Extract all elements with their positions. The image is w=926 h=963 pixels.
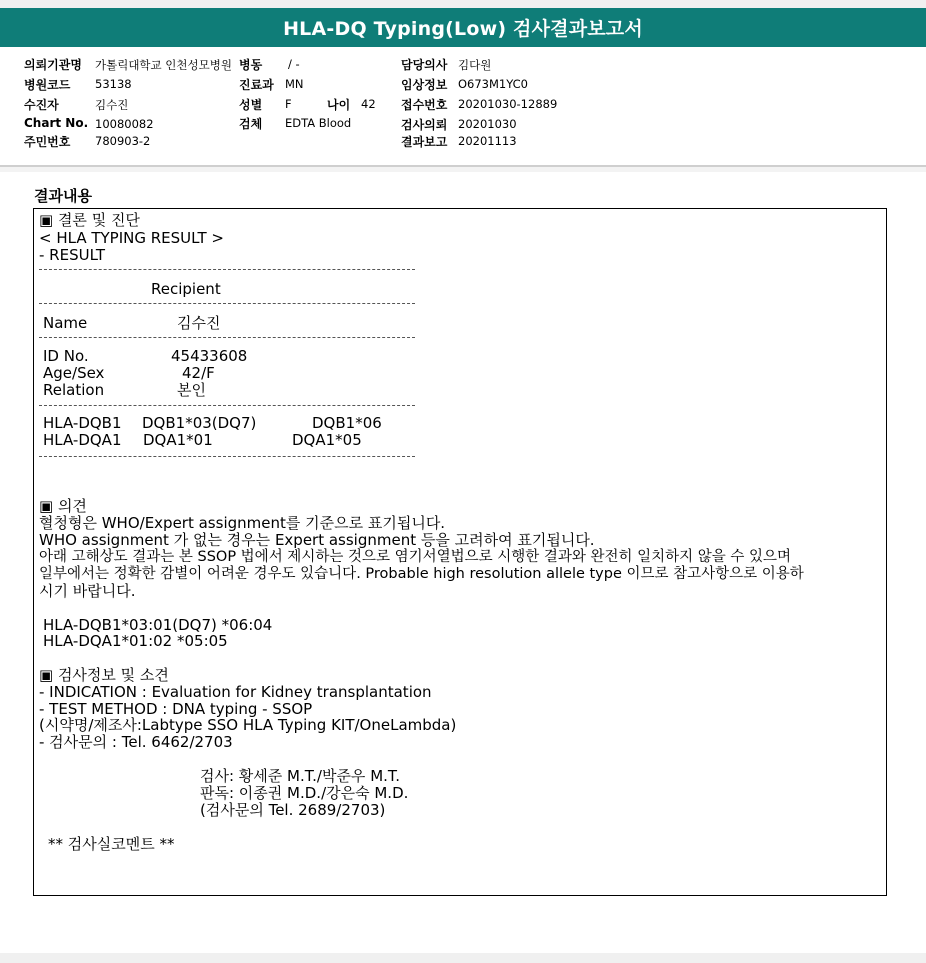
divider — [39, 456, 415, 457]
dqa1-allele-2: DQA1*05 — [292, 431, 362, 449]
dqa1-label: HLA-DQA1 — [43, 431, 122, 449]
specimen-value: EDTA Blood — [285, 116, 352, 130]
patient-name-value: 김수진 — [95, 98, 129, 112]
ward-label: 병동 — [239, 58, 263, 72]
lab-comment-heading: ** 검사실코멘트 ** — [48, 835, 175, 853]
specimen-label: 검체 — [239, 117, 263, 131]
opinion-line-5: 시기 바랍니다. — [39, 582, 136, 600]
divider — [39, 269, 415, 270]
relation-label: Relation — [43, 381, 105, 399]
relation-value: 본인 — [177, 381, 206, 399]
divider — [39, 303, 415, 304]
clinical-info-value: O673M1YC0 — [458, 77, 528, 91]
section-title: 결과내용 — [34, 187, 92, 205]
id-label: ID No. — [43, 347, 89, 365]
top-strip — [0, 0, 926, 8]
name-value: 김수진 — [177, 314, 221, 332]
attending-physician-label: 담당의사 — [401, 58, 448, 72]
clinical-info-label: 임상정보 — [401, 78, 448, 92]
chart-no-value: 10080082 — [95, 117, 154, 131]
hospital-code-label: 병원코드 — [24, 78, 71, 92]
id-value: 45433608 — [171, 347, 248, 365]
resident-no-label: 주민번호 — [24, 135, 71, 149]
inquiry-tel: (검사문의 Tel. 2689/2703) — [200, 801, 386, 819]
opinion-line-4: 일부에서는 정확한 감별이 어려운 경우도 있습니다. Probable high resolution allele type 이므로 참고사항으로 이용하 — [39, 566, 804, 582]
result-box — [33, 208, 887, 896]
dqb1-label: HLA-DQB1 — [43, 414, 122, 432]
requesting-institution-value: 가톨릭대학교 인천성모병원 — [95, 58, 232, 72]
chart-no-label: Chart No. — [24, 116, 89, 130]
sex-label: 성별 — [239, 98, 263, 112]
age-value: 42 — [361, 97, 376, 111]
gap-strip — [0, 167, 926, 172]
department-label: 진료과 — [239, 78, 274, 92]
ward-value: / - — [288, 57, 300, 71]
department-value: MN — [285, 77, 304, 91]
read-by: 판독: 이종권 M.D./강은숙 M.D. — [200, 784, 409, 802]
tested-by: 검사: 황세준 M.T./박준우 M.T. — [200, 767, 401, 785]
resident-no-value: 780903-2 — [95, 134, 151, 148]
sex-value: F — [285, 97, 292, 111]
typing-result-heading: < HLA TYPING RESULT > — [39, 229, 224, 247]
report-title: HLA-DQ Typing(Low) 검사결과보고서 — [283, 18, 643, 40]
conclusion-heading: ▣ 결론 및 진단 — [39, 211, 140, 229]
report-title-bar — [0, 8, 926, 47]
agesex-value: 42/F — [182, 364, 215, 382]
divider — [39, 337, 415, 338]
attending-physician-value: 김다원 — [458, 58, 492, 72]
age-label: 나이 — [327, 98, 351, 112]
test-request-value: 20201030 — [458, 117, 517, 131]
result-label: - RESULT — [39, 246, 106, 264]
opinion-line-2: WHO assignment 가 없는 경우는 Expert assignment 등을 고려하여 표기됩니다. — [39, 531, 595, 549]
agesex-label: Age/Sex — [43, 364, 105, 382]
recipient-heading: Recipient — [151, 280, 221, 298]
high-res-dqb1: HLA-DQB1*03:01(DQ7) *06:04 — [43, 616, 273, 634]
dqb1-allele-1: DQB1*03(DQ7) — [142, 414, 257, 432]
dqa1-allele-1: DQA1*01 — [143, 431, 213, 449]
hospital-code-value: 53138 — [95, 77, 132, 91]
receipt-no-value: 20201030-12889 — [458, 97, 558, 111]
patient-name-label: 수진자 — [24, 98, 59, 112]
divider — [39, 405, 415, 406]
opinion-heading: ▣ 의견 — [39, 497, 87, 515]
reagent-line: (시약명/제조사:Labtype SSO HLA Typing KIT/OneLambda) — [39, 716, 457, 734]
indication-line: - INDICATION : Evaluation for Kidney transplantation — [39, 683, 432, 701]
method-line: - TEST METHOD : DNA typing - SSOP — [39, 700, 313, 718]
dqb1-allele-2: DQB1*06 — [312, 414, 382, 432]
opinion-line-3: 아래 고해상도 결과는 본 SSOP 법에서 제시하는 것으로 염기서열법으로 시행한 결과와 완전히 일치하지 않을 수 있으며 — [39, 549, 792, 565]
requesting-institution-label: 의뢰기관명 — [24, 58, 82, 72]
test-request-label: 검사의뢰 — [401, 118, 448, 132]
bottom-strip — [0, 953, 926, 963]
info-heading: ▣ 검사정보 및 소견 — [39, 666, 169, 684]
high-res-dqa1: HLA-DQA1*01:02 *05:05 — [43, 632, 228, 650]
result-report-value: 20201113 — [458, 134, 517, 148]
result-report-label: 결과보고 — [401, 135, 448, 149]
inquiry-line: - 검사문의 : Tel. 6462/2703 — [39, 733, 233, 751]
name-label: Name — [43, 314, 88, 332]
opinion-line-1: 혈청형은 WHO/Expert assignment를 기준으로 표기됩니다. — [39, 514, 446, 532]
receipt-no-label: 접수번호 — [401, 98, 448, 112]
